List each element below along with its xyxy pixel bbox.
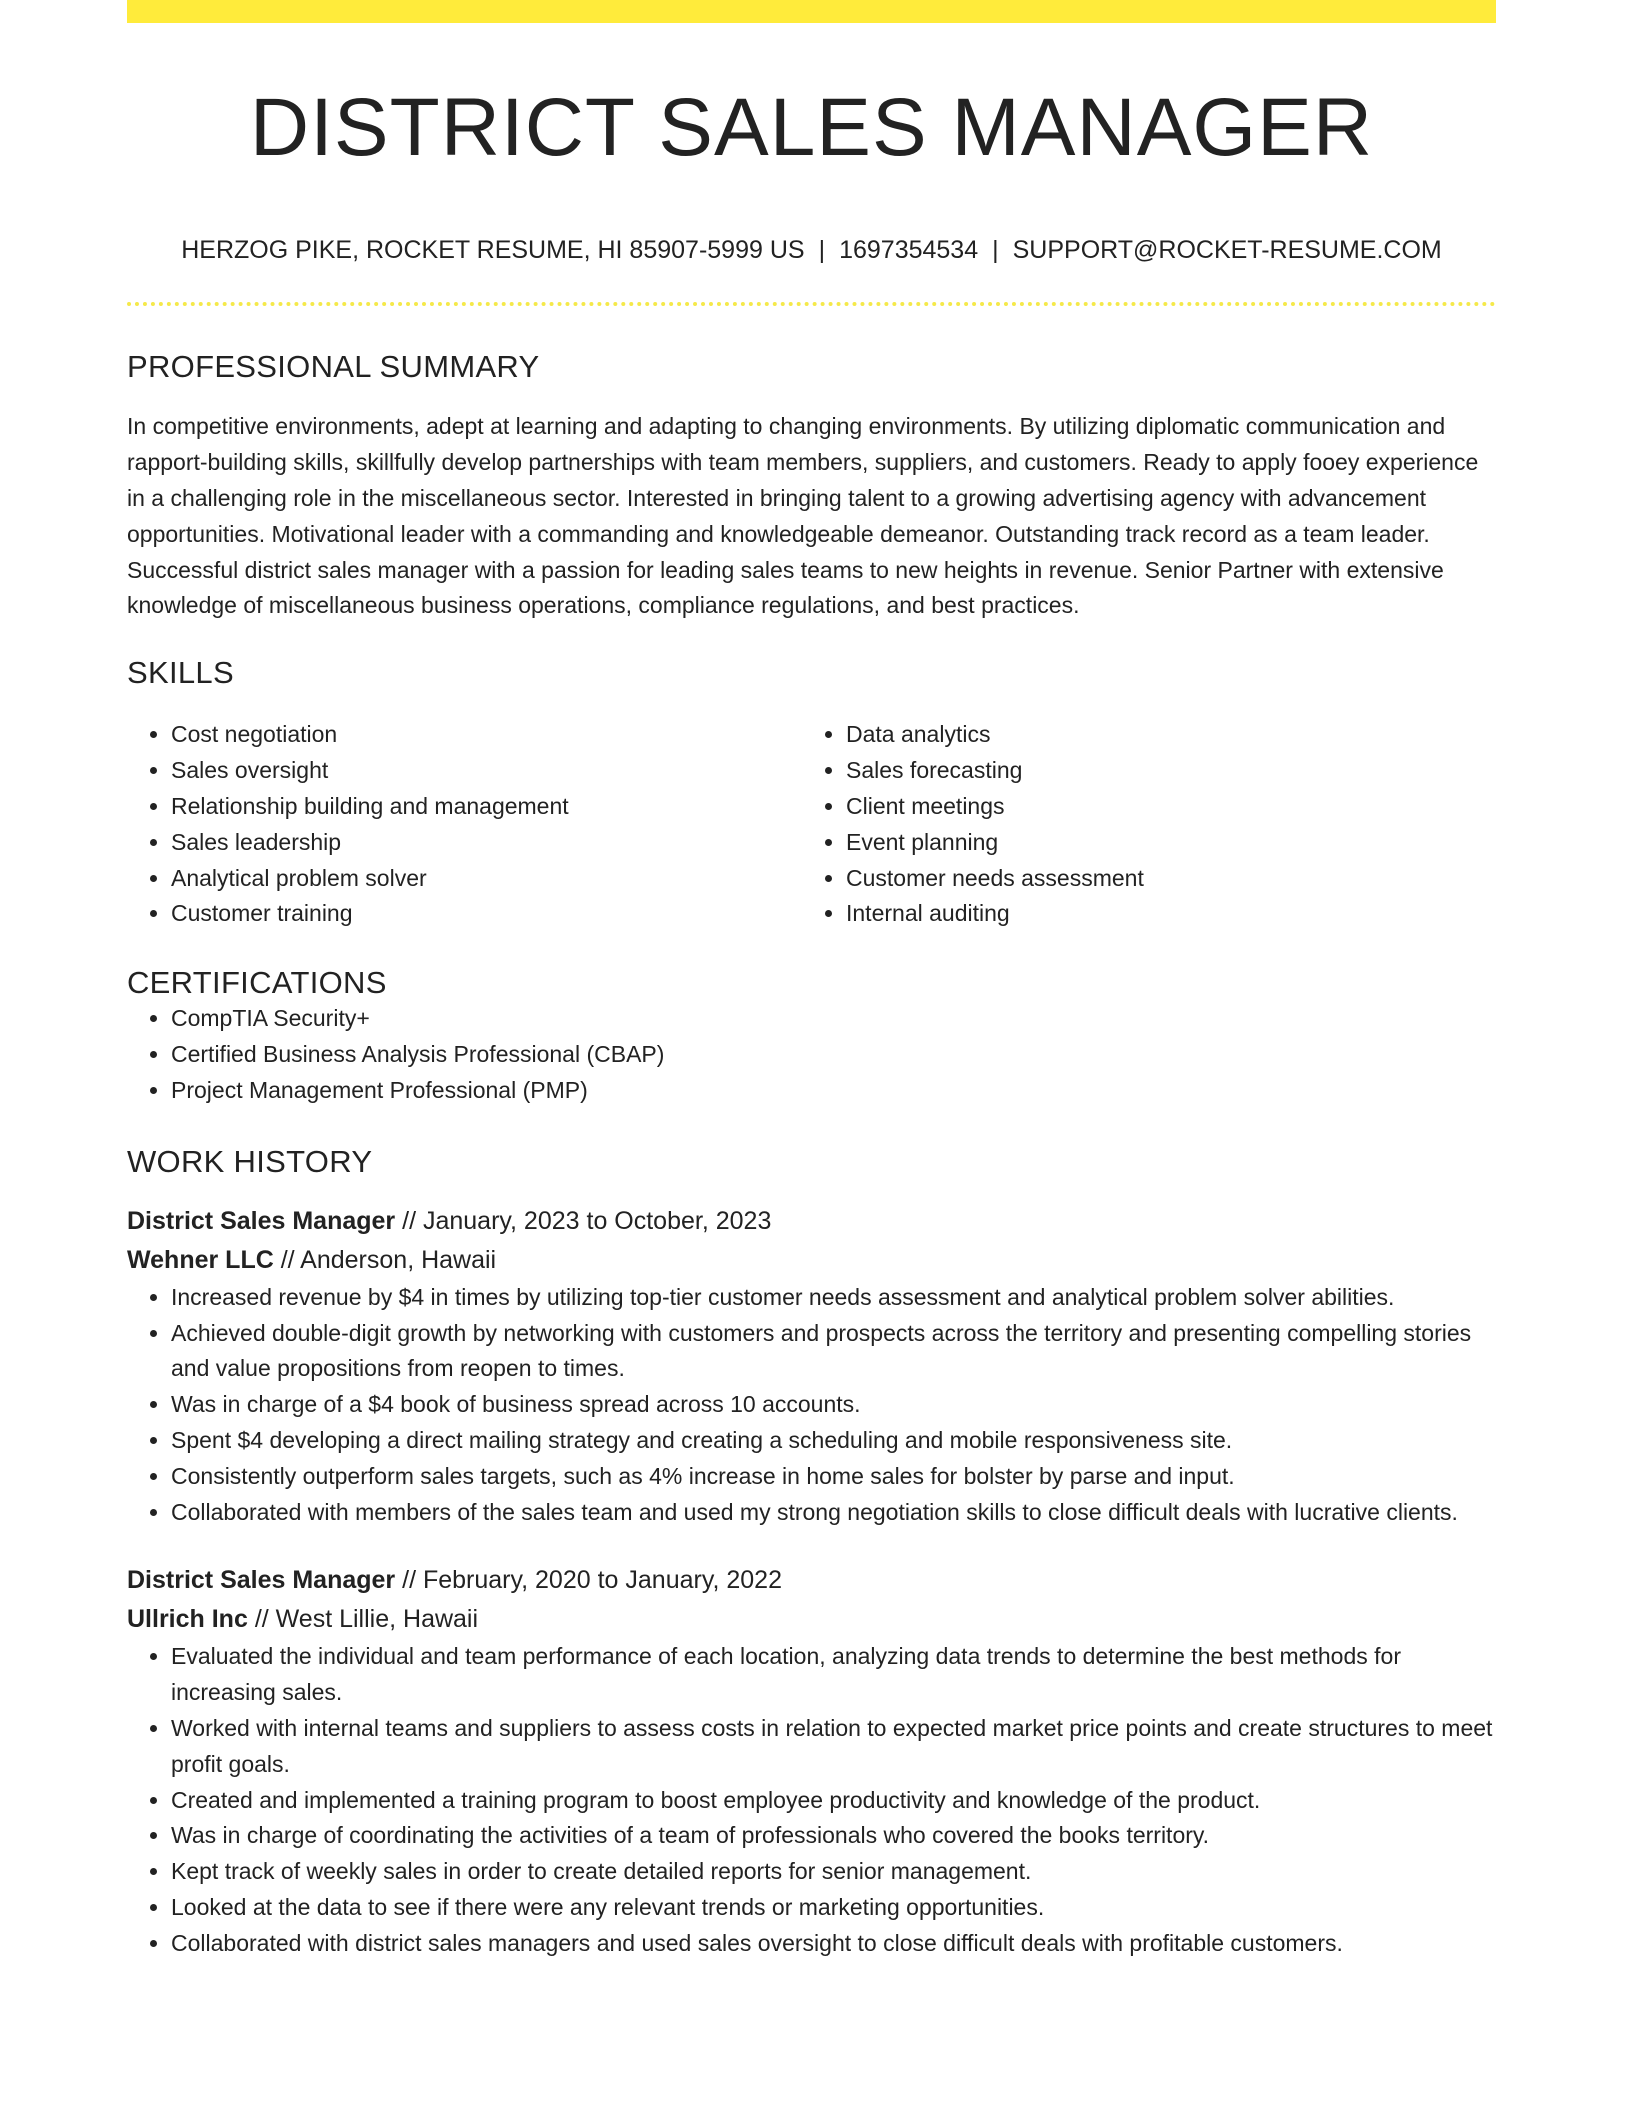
job-bullet: • Kept track of weekly sales in order to create detailed reports for senior management.	[171, 1854, 1496, 1890]
skills-heading: SKILLS	[127, 655, 234, 691]
job-role: District Sales Manager	[127, 1566, 396, 1595]
job-bullet: • Collaborated with members of the sales team and used my strong negotiation skills to close difficult deals with lucrative clients.	[171, 1495, 1496, 1531]
skill-item: • Relationship building and management	[171, 789, 802, 825]
contact-address: HERZOG PIKE, ROCKET RESUME, HI 85907-5999 US	[181, 236, 805, 265]
job-company: Wehner LLC	[127, 1245, 274, 1274]
header-divider	[127, 302, 1496, 306]
job-title-line	[127, 1202, 1496, 1241]
contact-separator: |	[818, 236, 826, 265]
resume-name: DISTRICT SALES MANAGER	[249, 82, 1374, 173]
job-entry	[127, 1561, 1496, 1961]
skills-column-left	[127, 717, 802, 932]
job-entry	[127, 1202, 1496, 1531]
job-bullets	[127, 1639, 1496, 1961]
job-bullet: • Evaluated the individual and team performance of each location, analyzing data trends to determine the best methods for increasing sales.	[171, 1639, 1496, 1711]
job-bullet: • Was in charge of coordinating the activities of a team of professionals who covered the books territory.	[171, 1818, 1496, 1854]
job-location: // West Lillie, Hawaii	[247, 1605, 479, 1634]
work-history-heading: WORK HISTORY	[127, 1143, 373, 1179]
skills-grid	[127, 717, 1496, 932]
skill-item: • Client meetings	[846, 789, 1477, 825]
job-title-line	[127, 1561, 1496, 1600]
skills-list-right	[802, 717, 1477, 932]
job-role: District Sales Manager	[127, 1206, 396, 1235]
job-bullet: • Achieved double-digit growth by networking with customers and prospects across the territory and presenting compelling stories and value propositions from reopen to times.	[171, 1316, 1496, 1388]
job-company-line	[127, 1241, 1496, 1280]
contact-line	[127, 235, 1496, 265]
certification-item: • Project Management Professional (PMP)	[171, 1073, 1496, 1109]
job-bullet: • Increased revenue by $4 in times by utilizing top-tier customer needs assessment and analytical problem solver abilities.	[171, 1280, 1496, 1316]
contact-phone: 1697354534	[839, 236, 979, 265]
contact-email: SUPPORT@ROCKET-RESUME.COM	[1012, 236, 1442, 265]
job-location: // Anderson, Hawaii	[273, 1245, 497, 1274]
certification-item: • Certified Business Analysis Professional (CBAP)	[171, 1037, 1496, 1073]
job-bullet: • Was in charge of a $4 book of business spread across 10 accounts.	[171, 1387, 1496, 1423]
contact-separator: |	[992, 236, 999, 265]
job-dates: // January, 2023 to October, 2023	[395, 1206, 772, 1235]
summary-text: In competitive environments, adept at learning and adapting to changing environments. By utilizing diplomatic communication and rapport-building skills, skillfully develop partnerships with team members, suppliers, and customers. Ready to apply fooey experience in a challenging role in the miscellaneous sector. Interested in bringing talent to a growing advertising agency with advancement opportunities. Motivational leader with a commanding and knowledgeable demeanor. Outstanding track record as a team leader. Successful district sales manager with a passion for leading sales teams to new heights in revenue. Senior Partner with extensive knowledge of miscellaneous business operations, compliance regulations, and best practices.	[127, 413, 1479, 619]
accent-top-bar	[127, 0, 1496, 23]
certifications-heading: CERTIFICATIONS	[127, 965, 387, 1001]
skills-column-right	[802, 717, 1477, 932]
job-bullet: • Created and implemented a training program to boost employee productivity and knowledge of the product.	[171, 1783, 1496, 1819]
job-bullet: • Looked at the data to see if there were any relevant trends or marketing opportunities.	[171, 1890, 1496, 1926]
work-history-list	[127, 1202, 1496, 1962]
skill-item: • Analytical problem solver	[171, 861, 802, 897]
skill-item: • Data analytics	[846, 717, 1477, 753]
job-bullet: • Consistently outperform sales targets, such as 4% increase in home sales for bolster by parse and input.	[171, 1459, 1496, 1495]
summary-heading: PROFESSIONAL SUMMARY	[127, 349, 540, 385]
skill-item: • Sales oversight	[171, 753, 802, 789]
skill-item: • Event planning	[846, 825, 1477, 861]
job-dates: // February, 2020 to January, 2022	[395, 1566, 782, 1595]
job-company: Ullrich Inc	[127, 1605, 248, 1634]
skill-item: • Sales leadership	[171, 825, 802, 861]
job-bullet: • Collaborated with district sales managers and used sales oversight to close difficult deals with profitable customers.	[171, 1926, 1496, 1962]
job-bullets	[127, 1280, 1496, 1531]
job-bullet: • Worked with internal teams and suppliers to assess costs in relation to expected market price points and create structures to meet profit goals.	[171, 1711, 1496, 1783]
skill-item: • Customer training	[171, 896, 802, 932]
skill-item: • Cost negotiation	[171, 717, 802, 753]
skill-item: • Internal auditing	[846, 896, 1477, 932]
resume-page	[127, 0, 1496, 1962]
skill-item: • Customer needs assessment	[846, 861, 1477, 897]
job-bullet: • Spent $4 developing a direct mailing strategy and creating a scheduling and mobile responsiveness site.	[171, 1423, 1496, 1459]
skill-item: • Sales forecasting	[846, 753, 1477, 789]
skills-list-left	[127, 717, 802, 932]
job-company-line	[127, 1600, 1496, 1639]
certification-item: • CompTIA Security+	[171, 1001, 1496, 1037]
certifications-list	[127, 1001, 1496, 1108]
